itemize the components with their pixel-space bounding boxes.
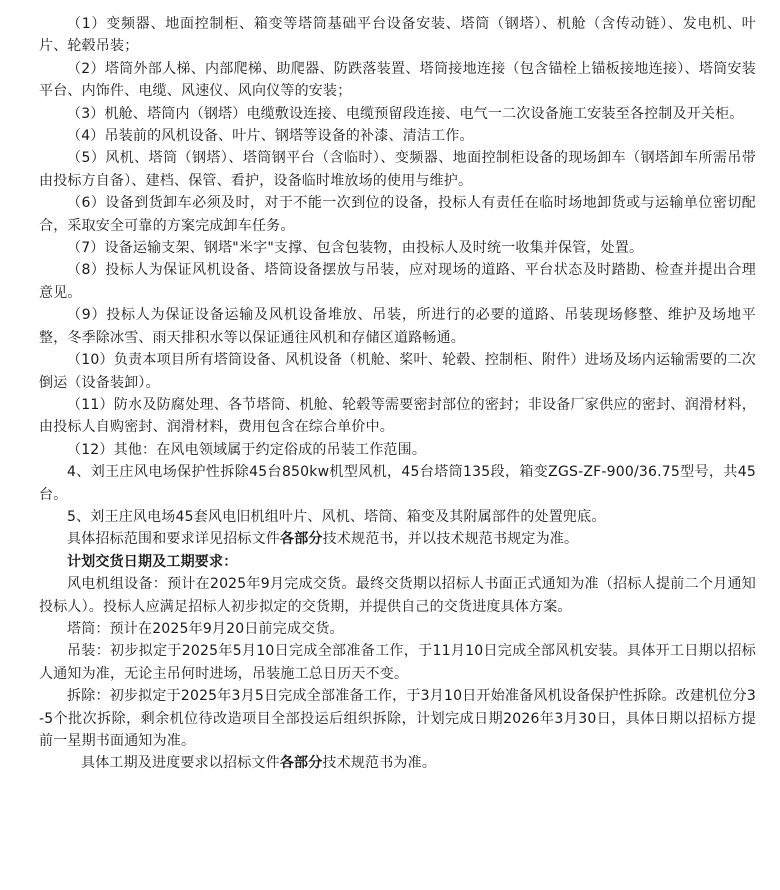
scope-note bbox=[39, 528, 756, 550]
final-note-bold: 各部分 bbox=[279, 755, 323, 772]
scope-item-5: （5）风机、塔筒（钢塔）、塔筒钢平台（含临时）、变频器、地面控制柜设备的现场卸车（钢塔卸车所需吊带由投标方自备）、建档、保管、看护，设备临时堆放场的使用与维护。 bbox=[39, 150, 756, 189]
scope-item-9: （9）投标人为保证设备运输及风机设备堆放、吊装，所进行的必要的道路、吊装现场修整、维护及场地平整，冬季除冰雪、雨天排积水等以保证通往风机和存储区道路畅通。 bbox=[39, 307, 756, 346]
scope-note-after: 技术规范书，并以技术规范书规定为准。 bbox=[322, 531, 579, 548]
scope-section-5: 5、刘王庄风电场45套风电旧机组叶片、风机、塔筒、箱变及其附属部件的处置兜底。 bbox=[67, 508, 606, 525]
scope-item-4: （4）吊装前的风机设备、叶片、钢塔等设备的补漆、清洁工作。 bbox=[67, 128, 474, 145]
scope-item-7: （7）设备运输支架、钢塔"米字"支撑、包含包装物，由投标人及时统一收集并保管，处置。 bbox=[67, 240, 644, 257]
scope-item-6: （6）设备到货卸车必须及时，对于不能一次到位的设备，投标人有责任在临时场地卸货或与运输单位密切配合，采取安全可靠的方案完成卸车任务。 bbox=[39, 195, 756, 234]
schedule-dismantling: 拆除：初步拟定于2025年3月5日完成全部准备工作，于3月10日开始准备风机设备保护性拆除。改建机位分3-5个批次拆除，剩余机位待改造项目全部投运后组织拆除，计划完成日期2026年3月30日，具体日期以招标方提前一星期书面通知为准。 bbox=[39, 688, 756, 749]
schedule-heading: 计划交货日期及工期要求： bbox=[67, 553, 238, 570]
final-note-after: 技术规范书为准。 bbox=[322, 755, 437, 772]
scope-item-12: （12）其他：在风电领域属于约定俗成的吊装工作范围。 bbox=[67, 441, 427, 458]
scope-item-3: （3）机舱、塔筒内（钢塔）电缆敷设连接、电缆预留段连接、电气一二次设备施工安装至各控制及开关柜。 bbox=[67, 105, 744, 122]
scope-item-1: （1）变频器、地面控制柜、箱变等塔筒基础平台设备安装、塔筒（钢塔）、机舱（含传动链）、发电机、叶片、轮毂吊装； bbox=[39, 16, 756, 55]
scope-item-2: （2）塔筒外部人梯、内部爬梯、助爬器、防跌落装置、塔筒接地连接（包含锚栓上锚板接地连接）、塔筒安装平台、内饰件、电缆、风速仪、风向仪等的安装； bbox=[39, 60, 756, 100]
scope-section-4: 4、刘王庄风电场保护性拆除45台850kw机型风机，45台塔筒135段，箱变ZGS-ZF-900/36.75型号，共45台。 bbox=[39, 464, 756, 503]
final-note-before: 具体工期及进度要求以招标文件 bbox=[81, 755, 280, 772]
schedule-turbine: 风电机组设备：预计在2025年9月完成交货。最终交货期以招标人书面正式通知为准（招标人提前二个月通知投标人）。投标人应满足招标人初步拟定的交货期，并提供自己的交货进度具体方案。 bbox=[39, 576, 756, 615]
schedule-hoisting: 吊装：初步拟定于2025年5月10日完成全部准备工作，于11月10日完成全部风机安装。具体开工日期以招标人通知为准，无论主吊何时进场，吊装施工总日历天不变。 bbox=[39, 643, 756, 682]
scope-item-11: （11）防水及防腐处理、各节塔筒、机舱、轮毂等需要密封部位的密封；非设备厂家供应的密封、润滑材料，由投标人自购密封、润滑材料，费用包含在综合单价中。 bbox=[39, 396, 756, 436]
scope-item-10: （10）负责本项目所有塔筒设备、风机设备（机舱、桨叶、轮毂、控制柜、附件）进场及场内运输需要的二次倒运（设备装卸）。 bbox=[39, 352, 756, 391]
scope-note-bold: 各部分 bbox=[280, 531, 323, 548]
final-note bbox=[39, 752, 756, 774]
scope-item-8: （8）投标人为保证风机设备、塔筒设备摆放与吊装，应对现场的道路、平台状态及时踏勘、检查并提出合理意见。 bbox=[39, 262, 756, 301]
schedule-tower: 塔筒：预计在2025年9月20日前完成交货。 bbox=[67, 620, 344, 637]
scope-note-before: 具体招标范围和要求详见招标文件 bbox=[67, 531, 280, 548]
